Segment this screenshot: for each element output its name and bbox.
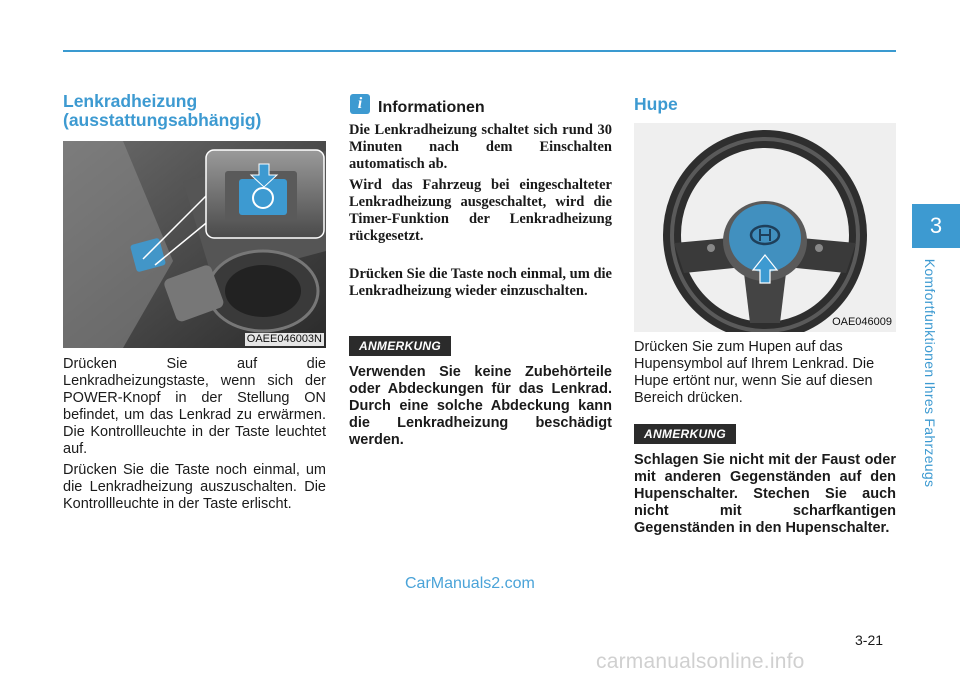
notice-badge: ANMERKUNG	[634, 424, 736, 444]
header-rule	[63, 50, 896, 52]
chapter-title-vertical	[910, 258, 950, 488]
paragraph: Drücken Sie zum Hupen auf das Hupensymbol auf Ihrem Lenkrad. Die Hupe ertönt nur, wenn Sie auf diesen Bereich drücken.	[634, 339, 875, 406]
info-paragraph: Drücken Sie die Taste noch einmal, um die Lenkradheizung wieder einzuschalten.	[349, 266, 612, 299]
title-line-1: Lenkradheizung	[63, 91, 198, 111]
section-title-horn: Hupe	[634, 94, 678, 114]
watermark: carmanualsonline.info	[596, 650, 805, 673]
figure-code: OAE046009	[832, 316, 892, 328]
console-illustration	[63, 141, 326, 348]
paragraph: Drücken Sie die Taste noch einmal, um die Lenkradheizung auszuschalten. Die Kontrollleuchte in der Taste erlischt.	[63, 462, 326, 512]
notice-text: Schlagen Sie nicht mit der Faust oder mit anderen Gegenständen auf den Hupenschalter. Stechen Sie auch nicht mit scharfkantigen Gegenständen in den Hupenschalter.	[634, 452, 896, 536]
page-number: 3-21	[855, 632, 884, 648]
section-title-steering-heat	[63, 92, 328, 130]
figure-code: OAEE046003N	[246, 333, 322, 345]
info-paragraph: Wird das Fahrzeug bei eingeschalteter Lenkradheizung ausgeschaltet, wird die Timer-Funktion der Lenkradheizung rückgesetzt.	[349, 177, 612, 244]
notice-badge: ANMERKUNG	[349, 336, 451, 356]
steering-heat-button-photo	[63, 141, 326, 348]
chapter-title: Komfortfunktionen Ihres Fahrzeugs	[922, 258, 938, 488]
notice-text: Verwenden Sie keine Zubehörteile oder Abdeckungen für das Lenkrad. Durch eine solche Abdeckung kann die Lenkradheizung beschädigt werden.	[349, 364, 612, 448]
info-title: Informationen	[378, 99, 485, 116]
info-icon: i	[350, 94, 370, 114]
watermark: CarManuals2.com	[405, 575, 535, 592]
chapter-number-tab: 3	[912, 204, 960, 248]
title-line-2: (ausstattungsabhängig)	[63, 110, 262, 130]
info-paragraph: Die Lenkradheizung schaltet sich rund 30 Minuten nach dem Einschalten automatisch ab.	[349, 122, 612, 172]
steering-wheel-illustration	[634, 123, 896, 332]
steering-wheel-photo	[634, 123, 896, 332]
paragraph: Drücken Sie auf die Lenkradheizungstaste, wenn sich der POWER-Knopf in der Stellung ON befindet, um das Lenkrad zu erwärmen. Die Kontrollleuchte in der Taste leuchtet auf.	[63, 356, 326, 457]
